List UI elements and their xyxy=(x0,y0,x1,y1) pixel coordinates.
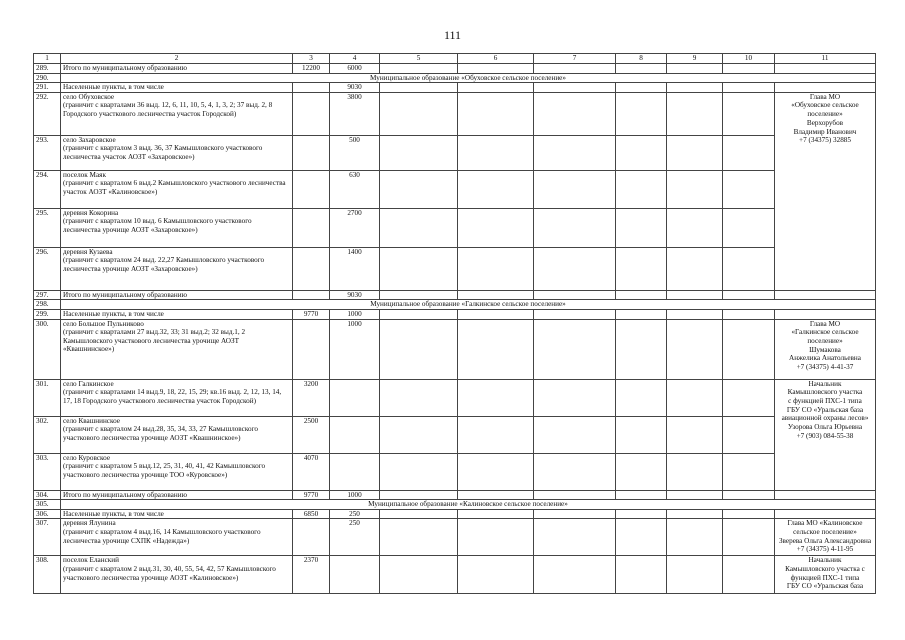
row-number: 298. xyxy=(34,300,61,310)
forest-area-value: 1000 xyxy=(330,309,380,319)
settlement-name: село Галкинское (граничит с кварталами 14 выд.9, 18, 22, 15, 29; кв.16 выд. 2, 12, 13, 14, 17, 18 Городского участкового лесничества участок Городской) xyxy=(61,379,293,416)
col-3-header: 3 xyxy=(293,54,330,64)
row-number: 303. xyxy=(34,453,61,490)
forest-area-value: 9030 xyxy=(330,290,380,300)
forest-area-value: 1400 xyxy=(330,247,380,290)
row-number: 295. xyxy=(34,208,61,247)
row-number: 296. xyxy=(34,247,61,290)
row-number: 306. xyxy=(34,509,61,519)
table-row xyxy=(34,73,876,83)
row-number: 305. xyxy=(34,500,61,510)
settlement-name: поселок Маяк (граничит с кварталом 6 выд.2 Камышловского участкового лесничества участок АОЗТ «Калиновское») xyxy=(61,170,293,208)
table-row xyxy=(34,519,876,556)
settlement-name: село Большое Пульниково (граничит с кварталами 27 выд.32, 33; 31 выд.2; 32 выд.1, 2 Камышловского участкового лесничества урочище АОЗТ «Квашнинское») xyxy=(61,319,293,379)
row-number: 297. xyxy=(34,290,61,300)
settlement-name: деревня Ялунина (граничит с кварталом 4 выд.16, 14 Камышловского участкового лесничества урочище СХПК «Надежда») xyxy=(61,519,293,556)
row-number: 300. xyxy=(34,319,61,379)
table-row xyxy=(34,379,876,416)
table-row xyxy=(34,416,876,453)
area-value: 2370 xyxy=(293,556,330,594)
contact-person: Начальник Камышловского участка с функцией ПХС-1 типа ГБУ СО «Уральская база авиационной охраны лесов» Узорова Ольга Юрьевна +7 (903) 084-55-38 xyxy=(775,379,876,490)
table-row xyxy=(34,319,876,379)
table-row xyxy=(34,300,876,310)
col-1-header: 1 xyxy=(34,54,61,64)
forest-area-value: 3800 xyxy=(330,92,380,135)
area-value: 6850 xyxy=(293,509,330,519)
settlement-name: поселок Еланский (граничит с кварталом 2 выд.31, 30, 40, 55, 54, 42, 57 Камышловского участкового лесничества урочище АОЗТ «Калиновское») xyxy=(61,556,293,594)
forest-area-value: 250 xyxy=(330,519,380,556)
row-number: 293. xyxy=(34,135,61,170)
column-number-header xyxy=(34,54,876,64)
table-row xyxy=(34,509,876,519)
row-number: 289. xyxy=(34,64,61,74)
area-value: 9770 xyxy=(293,490,330,500)
col-11-header: 11 xyxy=(775,54,876,64)
forest-area-value: 1000 xyxy=(330,319,380,379)
table-row xyxy=(34,556,876,594)
settlement-name: село Захаровское (граничит с кварталом 3 выд. 36, 37 Камышловского участкового лесничества участок АОЗТ «Захаровское») xyxy=(61,135,293,170)
settlement-name: Населенные пункты, в том числе xyxy=(61,309,293,319)
settlement-name: село Куровское (граничит с кварталом 5 выд.12, 25, 31, 40, 41, 42 Камышловского участкового лесничества урочище ТОО «Куровское») xyxy=(61,453,293,490)
area-value: 3200 xyxy=(293,379,330,416)
settlement-name: деревня Кокорина (граничит с кварталом 10 выд. 6 Камышловского участкового лесничества урочище АОЗТ «Захаровское») xyxy=(61,208,293,247)
row-number: 291. xyxy=(34,83,61,93)
settlement-name: село Квашнинское (граничит с кварталом 24 выд.28, 35, 34, 33, 27 Камышловского участкового лесничества урочище АОЗТ «Квашнинское») xyxy=(61,416,293,453)
settlement-name: Итого по муниципальному образованию xyxy=(61,290,293,300)
area-value: 2500 xyxy=(293,416,330,453)
settlement-name: Населенные пункты, в том числе xyxy=(61,509,293,519)
settlement-name: Итого по муниципальному образованию xyxy=(61,490,293,500)
area-value: 12200 xyxy=(293,64,330,74)
section-heading: Муниципальное образование «Калиновское сельское поселение» xyxy=(61,500,876,510)
settlement-name: деревня Кузаева (граничит с кварталом 24 выд. 22,27 Камышловского участкового лесничества урочище АОЗТ «Захаровское») xyxy=(61,247,293,290)
row-number: 290. xyxy=(34,73,61,83)
forest-area-value: 9030 xyxy=(330,83,380,93)
table-row xyxy=(34,490,876,500)
table-row xyxy=(34,309,876,319)
row-number: 301. xyxy=(34,379,61,416)
table-row xyxy=(34,500,876,510)
col-10-header: 10 xyxy=(723,54,775,64)
contact-person: Глава МО «Галкинское сельское поселение» Шумакова Анжелика Анатольевна +7 (34375) 4-41-37 xyxy=(775,319,876,379)
forest-area-value: 1000 xyxy=(330,490,380,500)
table-row xyxy=(34,208,876,247)
settlement-name: Населенные пункты, в том числе xyxy=(61,83,293,93)
contact-person: Глава МО «Обуховское сельское поселение» Верхорубов Владимир Иванович +7 (34375) 32885 xyxy=(775,92,876,290)
table-row xyxy=(34,64,876,74)
section-heading: Муниципальное образование «Галкинское сельское поселение» xyxy=(61,300,876,310)
col-9-header: 9 xyxy=(667,54,723,64)
forest-area-value: 2700 xyxy=(330,208,380,247)
forest-area-value: 6000 xyxy=(330,64,380,74)
col-2-header: 2 xyxy=(61,54,293,64)
row-number: 302. xyxy=(34,416,61,453)
forest-area-value: 250 xyxy=(330,509,380,519)
table-row xyxy=(34,170,876,208)
table-row xyxy=(34,83,876,93)
row-number: 294. xyxy=(34,170,61,208)
table-row xyxy=(34,453,876,490)
row-number: 292. xyxy=(34,92,61,135)
table-row xyxy=(34,247,876,290)
table-row xyxy=(34,135,876,170)
page-number: 111 xyxy=(443,28,462,42)
col-7-header: 7 xyxy=(534,54,616,64)
contact-person: Начальник Камышловского участка с функцией ПХС-1 типа ГБУ СО «Уральская база xyxy=(775,556,876,594)
forest-area-value: 630 xyxy=(330,170,380,208)
row-number: 308. xyxy=(34,556,61,594)
fire-protection-table xyxy=(33,53,876,594)
settlement-name: Итого по муниципальному образованию xyxy=(61,64,293,74)
section-heading: Муниципальное образование «Обуховское сельское поселение» xyxy=(61,73,876,83)
row-number: 304. xyxy=(34,490,61,500)
contact-person: Глава МО «Калиновское сельское поселение» Зверева Ольга Александровна +7 (34375) 4-11-95 xyxy=(775,519,876,556)
row-number: 299. xyxy=(34,309,61,319)
forest-area-value: 500 xyxy=(330,135,380,170)
col-4-header: 4 xyxy=(330,54,380,64)
col-6-header: 6 xyxy=(458,54,534,64)
table-row xyxy=(34,92,876,135)
settlement-name: село Обуховское (граничит с кварталами 36 выд. 12, 6, 11, 10, 5, 4, 1, 3, 2; 37 выд. 2, 8 Городского участкового лесничества участок Городской) xyxy=(61,92,293,135)
col-8-header: 8 xyxy=(616,54,667,64)
row-number: 307. xyxy=(34,519,61,556)
table-row xyxy=(34,290,876,300)
col-5-header: 5 xyxy=(380,54,458,64)
area-value: 9770 xyxy=(293,309,330,319)
area-value: 4070 xyxy=(293,453,330,490)
